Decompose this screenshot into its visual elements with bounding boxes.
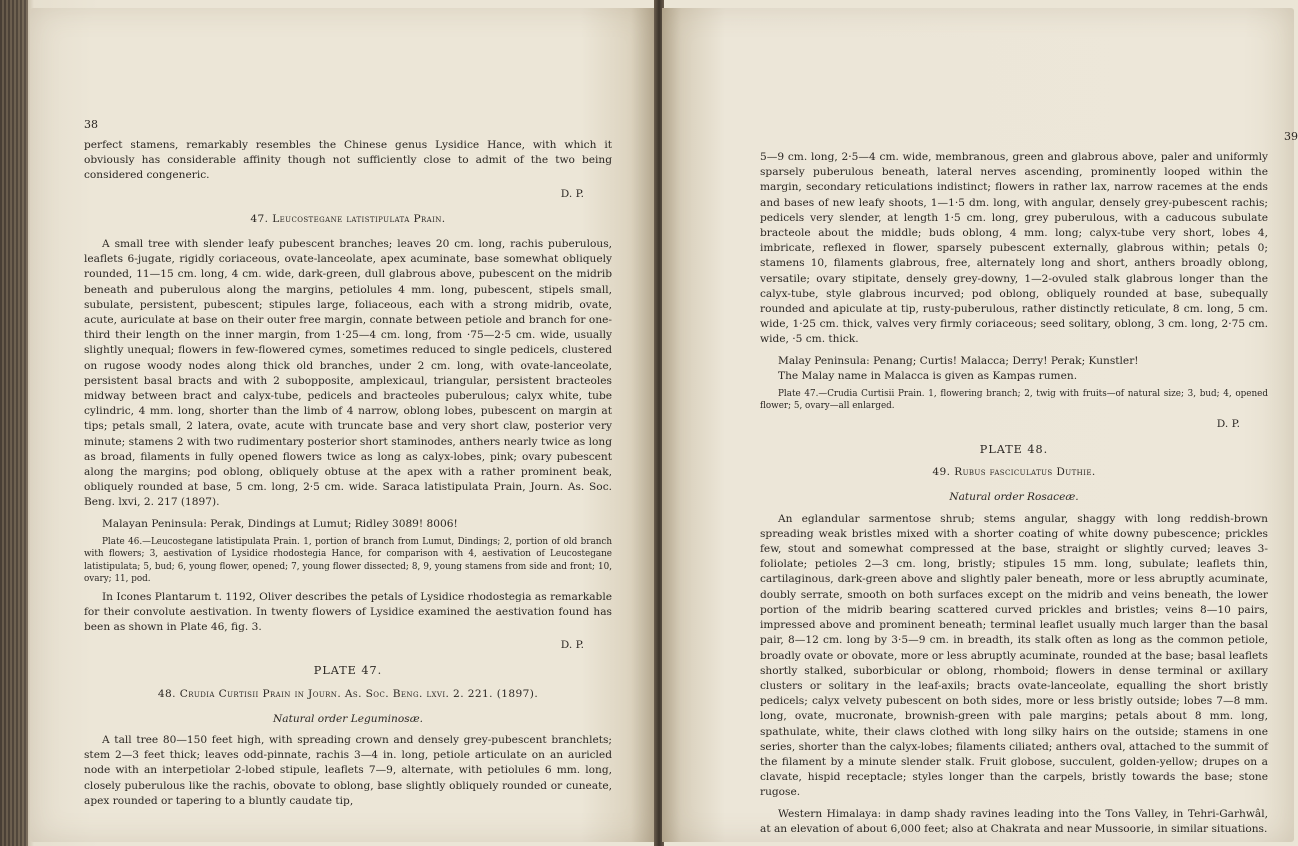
locality-47: Malayan Peninsula: Perak, Dindings at Lumut; Ridley 3089! 8006!: [102, 517, 458, 530]
natural-order-49: Natural order Rosaceæ.: [949, 491, 1079, 504]
locality-49: Western Himalaya: in damp shady ravines leading into the Tons Valley, in Tehri-Garhwâl, at an elevation of about 6,000 feet; also at Chakrata and near Mussoorie, in similar situations.: [760, 807, 1268, 835]
natural-order-48: Natural order Leguminosæ.: [272, 712, 424, 725]
plate-heading-48: PLATE 48.: [979, 443, 1049, 457]
page-number: 38: [84, 118, 98, 131]
locality-48: Malay Peninsula: Penang; Curtis! Malacca; Derry! Perak; Kunstler!: [778, 354, 1139, 367]
left-page: [30, 8, 656, 842]
plate-caption-47: Plate 47.—Crudia Curtisii Prain. 1, flowering branch; 2, twig with fruits—of natural size; 3, bud; 4, opened flower; 5, ovary—all enlarged.: [760, 389, 1268, 412]
species-heading-47: 47. Leucostegane latistipulata Prain.: [250, 212, 446, 225]
page-number: 39: [1284, 130, 1298, 143]
malay-name: The Malay name in Malacca is given as Kampas rumen.: [778, 369, 1078, 382]
signature: D. P.: [560, 639, 584, 652]
signature: D. P.: [1216, 417, 1240, 430]
icones-note: In Icones Plantarum t. 1192, Oliver describes the petals of Lysidice rhodostegia as remarkable for their convolute aestivation. In twenty flowers of Lysidice examined the aestivation found has been as shown in Plate 46, fig. 3.: [84, 590, 612, 633]
right-page: [662, 8, 1298, 842]
page-edges: [0, 0, 28, 846]
opening-paragraph: perfect stamens, remarkably resembles the Chinese genus Lysidice Hance, with which it obviously has considerable affinity though not sufficiently close to admit of the two being considered congeneric.: [84, 139, 612, 182]
species-heading-49: 49. Rubus fasciculatus Duthie.: [932, 466, 1096, 479]
species-description-48-continued: 5—9 cm. long, 2·5—4 cm. wide, membranous, green and glabrous above, paler and uniformly sparsely puberulous beneath, lateral nerves ascending, prominently looped within the margin, secondary reticulations indistinct; flowers in rather lax, narrow racemes at the ends and bases of new leafy shoots, 1—1·5 dm. long, with angular, densely grey-pubescent rachis; pedicels very slender, at length 1·5 cm. long, grey puberulous, with a caducous subulate bracteole about the middle; buds oblong, 4 mm. long; calyx-tube very short, lobes 4, imbricate, reflexed in flower, sparsely pubescent externally, glabrous within; petals 0; stamens 10, filaments glabrous, free, alternately long and short, anthers broadly oblong, versatile; ovary stipitate, densely grey-downy, 1—2-ovuled stalk glabrous longer than the calyx-tube, style glabrous incurved; pod oblong, obliquely rounded at base, subequally rounded and apiculate at tip, rusty-puberulous, rather distinctly reticulate, 8 cm. long, 5 cm. wide, 1·25 cm. thick, valves very firmly coriaceous; seed solitary, oblong, 3 cm. long, 2·75 cm. wide, ·5 cm. thick.: [760, 151, 1268, 346]
species-description-49: An eglandular sarmentose shrub; stems angular, shaggy with long reddish-brown spreading weak bristles mixed with a shorter coating of white downy pubescence; prickles few, stout and somewhat compressed at the base, straight or slightly curved; leaves 3-foliolate; petioles 2—3 cm. long, bristly; stipules 15 mm. long, subulate; leaflets thin, cartilaginous, dark-green above and slightly paler beneath, more or less abruptly acuminate, doubly serrate, smooth on both surfaces except on the midrib and veins beneath, the lower portion of the midrib bearing scattered curved prickles and bristles; veins 8—10 pairs, impressed above and prominent beneath; terminal leaflet usually much larger than the basal pair, 8—12 cm. long by 3·5—9 cm. in breadth, its stalk often as long as the common petiole, broadly ovate or obovate, more or less abruptly acuminate, rounded at the base; basal leaflets shortly stalked, suborbicular or oblong, rhomboid; flowers in dense terminal or axillary clusters or solitary in the leaf-axils; bracts ovate-lanceolate, equalling the short bristly pedicels; calyx velvety pubescent on both sides, more or less bristly outside; lobes 7—8 mm. long, ovate, mucronate, brownish-green with pale margins; petals about 8 mm. long, spathulate, white, their claws clothed with long silky hairs on the outside; stamens in one series, shorter than the calyx-lobes; filaments ciliated; anthers oval, attached to the summit of the filament by a minute slender stalk. Fruit globose, succulent, golden-yellow; drupes on a clavate, hispid receptacle; styles longer than the carpels, bristly towards the base; stone rugose.: [760, 512, 1268, 799]
right-page-text: [760, 150, 1268, 837]
signature: D. P.: [560, 187, 584, 200]
species-heading-48: 48. Crudia Curtisii Prain in Journ. As. Soc. Beng. lxvi. 2. 221. (1897).: [157, 687, 539, 700]
species-description-48: A tall tree 80—150 feet high, with spreading crown and densely grey-pubescent branchlets; stem 2—3 feet thick; leaves odd-pinnate, rachis 3—4 in. long, petiole articulate on an auricled node with an interpetiolar 2-lobed stipule, leaflets 7—9, alternate, with petiolules 6 mm. long, closely puberulous like the rachis, obovate to oblong, base slightly obliquely rounded or cuneate, apex rounded or tapering to a bluntly caudate tip,: [84, 733, 612, 807]
species-description-47: A small tree with slender leafy pubescent branches; leaves 20 cm. long, rachis puberulous, leaflets 6-jugate, rigidly coriaceous, ovate-lanceolate, apex acuminate, base somewhat obliquely rounded, 11—15 cm. long, 4 cm. wide, dark-green, dull glabrous above, pubescent on the midrib beneath and puberulous along the margins, petiolules 4 mm. long, pubescent, stipels small, subulate, persistent, pubescent; stipules large, foliaceous, each with a strong midrib, ovate, acute, auriculate at base on their outer free margin, connate between petiole and branch for one-third their length on the inner margin, from 1·25—4 cm. long, from ·75—2·5 cm. wide, usually slightly unequal; flowers in few-flowered cymes, sometimes reduced to single pedicels, clustered on rugose woody nodes along thick old branches, under 2 cm. long, with ovate-lanceolate, persistent basal bracts and with 2 subopposite, amplexicaul, triangular, persistent bracteoles midway between bract and calyx-tube, pedicels and bracteoles puberulous; calyx white, tube cylindric, 4 mm. long, shorter than the limb of 4 narrow, oblong lobes, pubescent on margin at tips; petals small, 2 latera, ovate, acute with truncate base and very short claw, posterior very minute; stamens 2 with two rudimentary posterior short staminodes, anthers nearly twice as long as broad, filaments in fully opened flowers twice as long as calyx-lobes, pink; ovary pubescent along the margins; pod oblong, obliquely obtuse at the apex with a rather prominent beak, obliquely rounded at base, 5 cm. long, 2·5 cm. wide. Saraca latistipulata Prain, Journ. As. Soc. Beng. lxvi, 2. 217 (1897).: [84, 238, 612, 509]
left-page-text: [84, 120, 612, 809]
plate-heading-47: PLATE 47.: [313, 664, 383, 678]
plate-caption-46: Plate 46.—Leucostegane latistipulata Prain. 1, portion of branch from Lumut, Dindings; 2, portion of old branch with flowers; 3, aestivation of Lysidice rhodostegia Hance, for comparison with 4, aestivation of Leucostegane latistipulata; 5, bud; 6, young flower, opened; 7, young flower dissected; 8, 9, young stamens from side and front; 10, ovary; 11, pod.: [84, 536, 612, 585]
